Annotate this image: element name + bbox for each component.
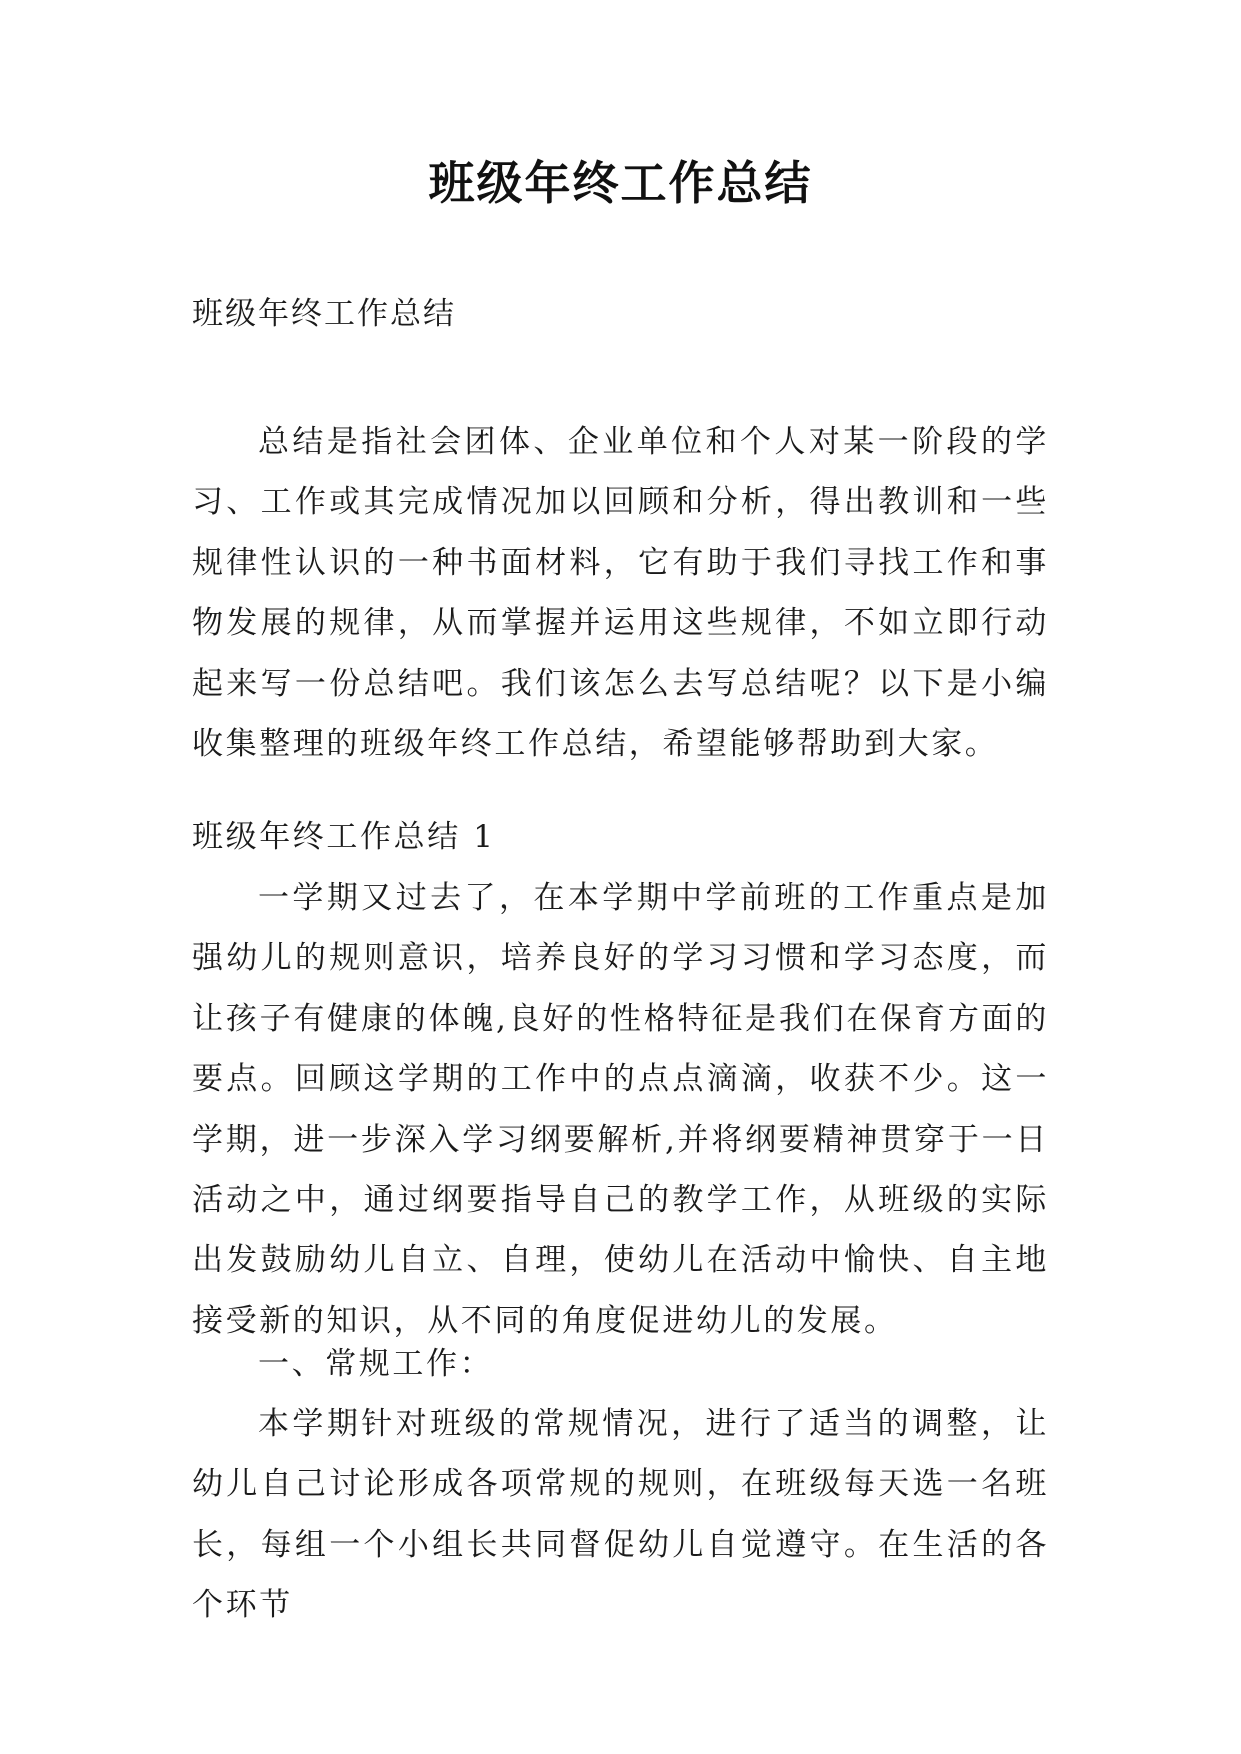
section-paragraph-2: 本学期针对班级的常规情况，进行了适当的调整，让幼儿自己讨论形成各项常规的规则，在班级每天选一名班长，每组一个小组长共同督促幼儿自觉遵守。在生活的各个环节 — [192, 1406, 1049, 1624]
document-title: 班级年终工作总结 — [428, 156, 813, 210]
document-subtitle: 班级年终工作总结 — [192, 296, 456, 332]
section-paragraph-1: 一学期又过去了，在本学期中学前班的工作重点是加强幼儿的规则意识，培养良好的学习习惯和学习态度，而让孩子有健康的体魄,良好的性格特征是我们在保育方面的要点。回顾这学期的工作中的点点滴滴，收获不少。这一学期，进一步深入学习纲要解析,并将纲要精神贯穿于一日活动之中，通过纲要指导自己的教学工作，从班级的实际出发鼓励幼儿自立、自理，使幼儿在活动中愉快、自主地接受新的知识，从不同的角度促进幼儿的发展。 — [192, 880, 1049, 1339]
section-title: 班级年终工作总结 1 — [192, 819, 496, 855]
intro-paragraph: 总结是指社会团体、企业单位和个人对某一阶段的学习、工作或其完成情况加以回顾和分析，得出教训和一些规律性认识的一种书面材料，它有助于我们寻找工作和事物发展的规律，从而掌握并运用这些规律，不如立即行动起来写一份总结吧。我们该怎么去写总结呢？以下是小编收集整理的班级年终工作总结，希望能够帮助到大家。 — [192, 424, 1049, 763]
routine-work-heading: 一、常规工作： — [258, 1346, 494, 1382]
